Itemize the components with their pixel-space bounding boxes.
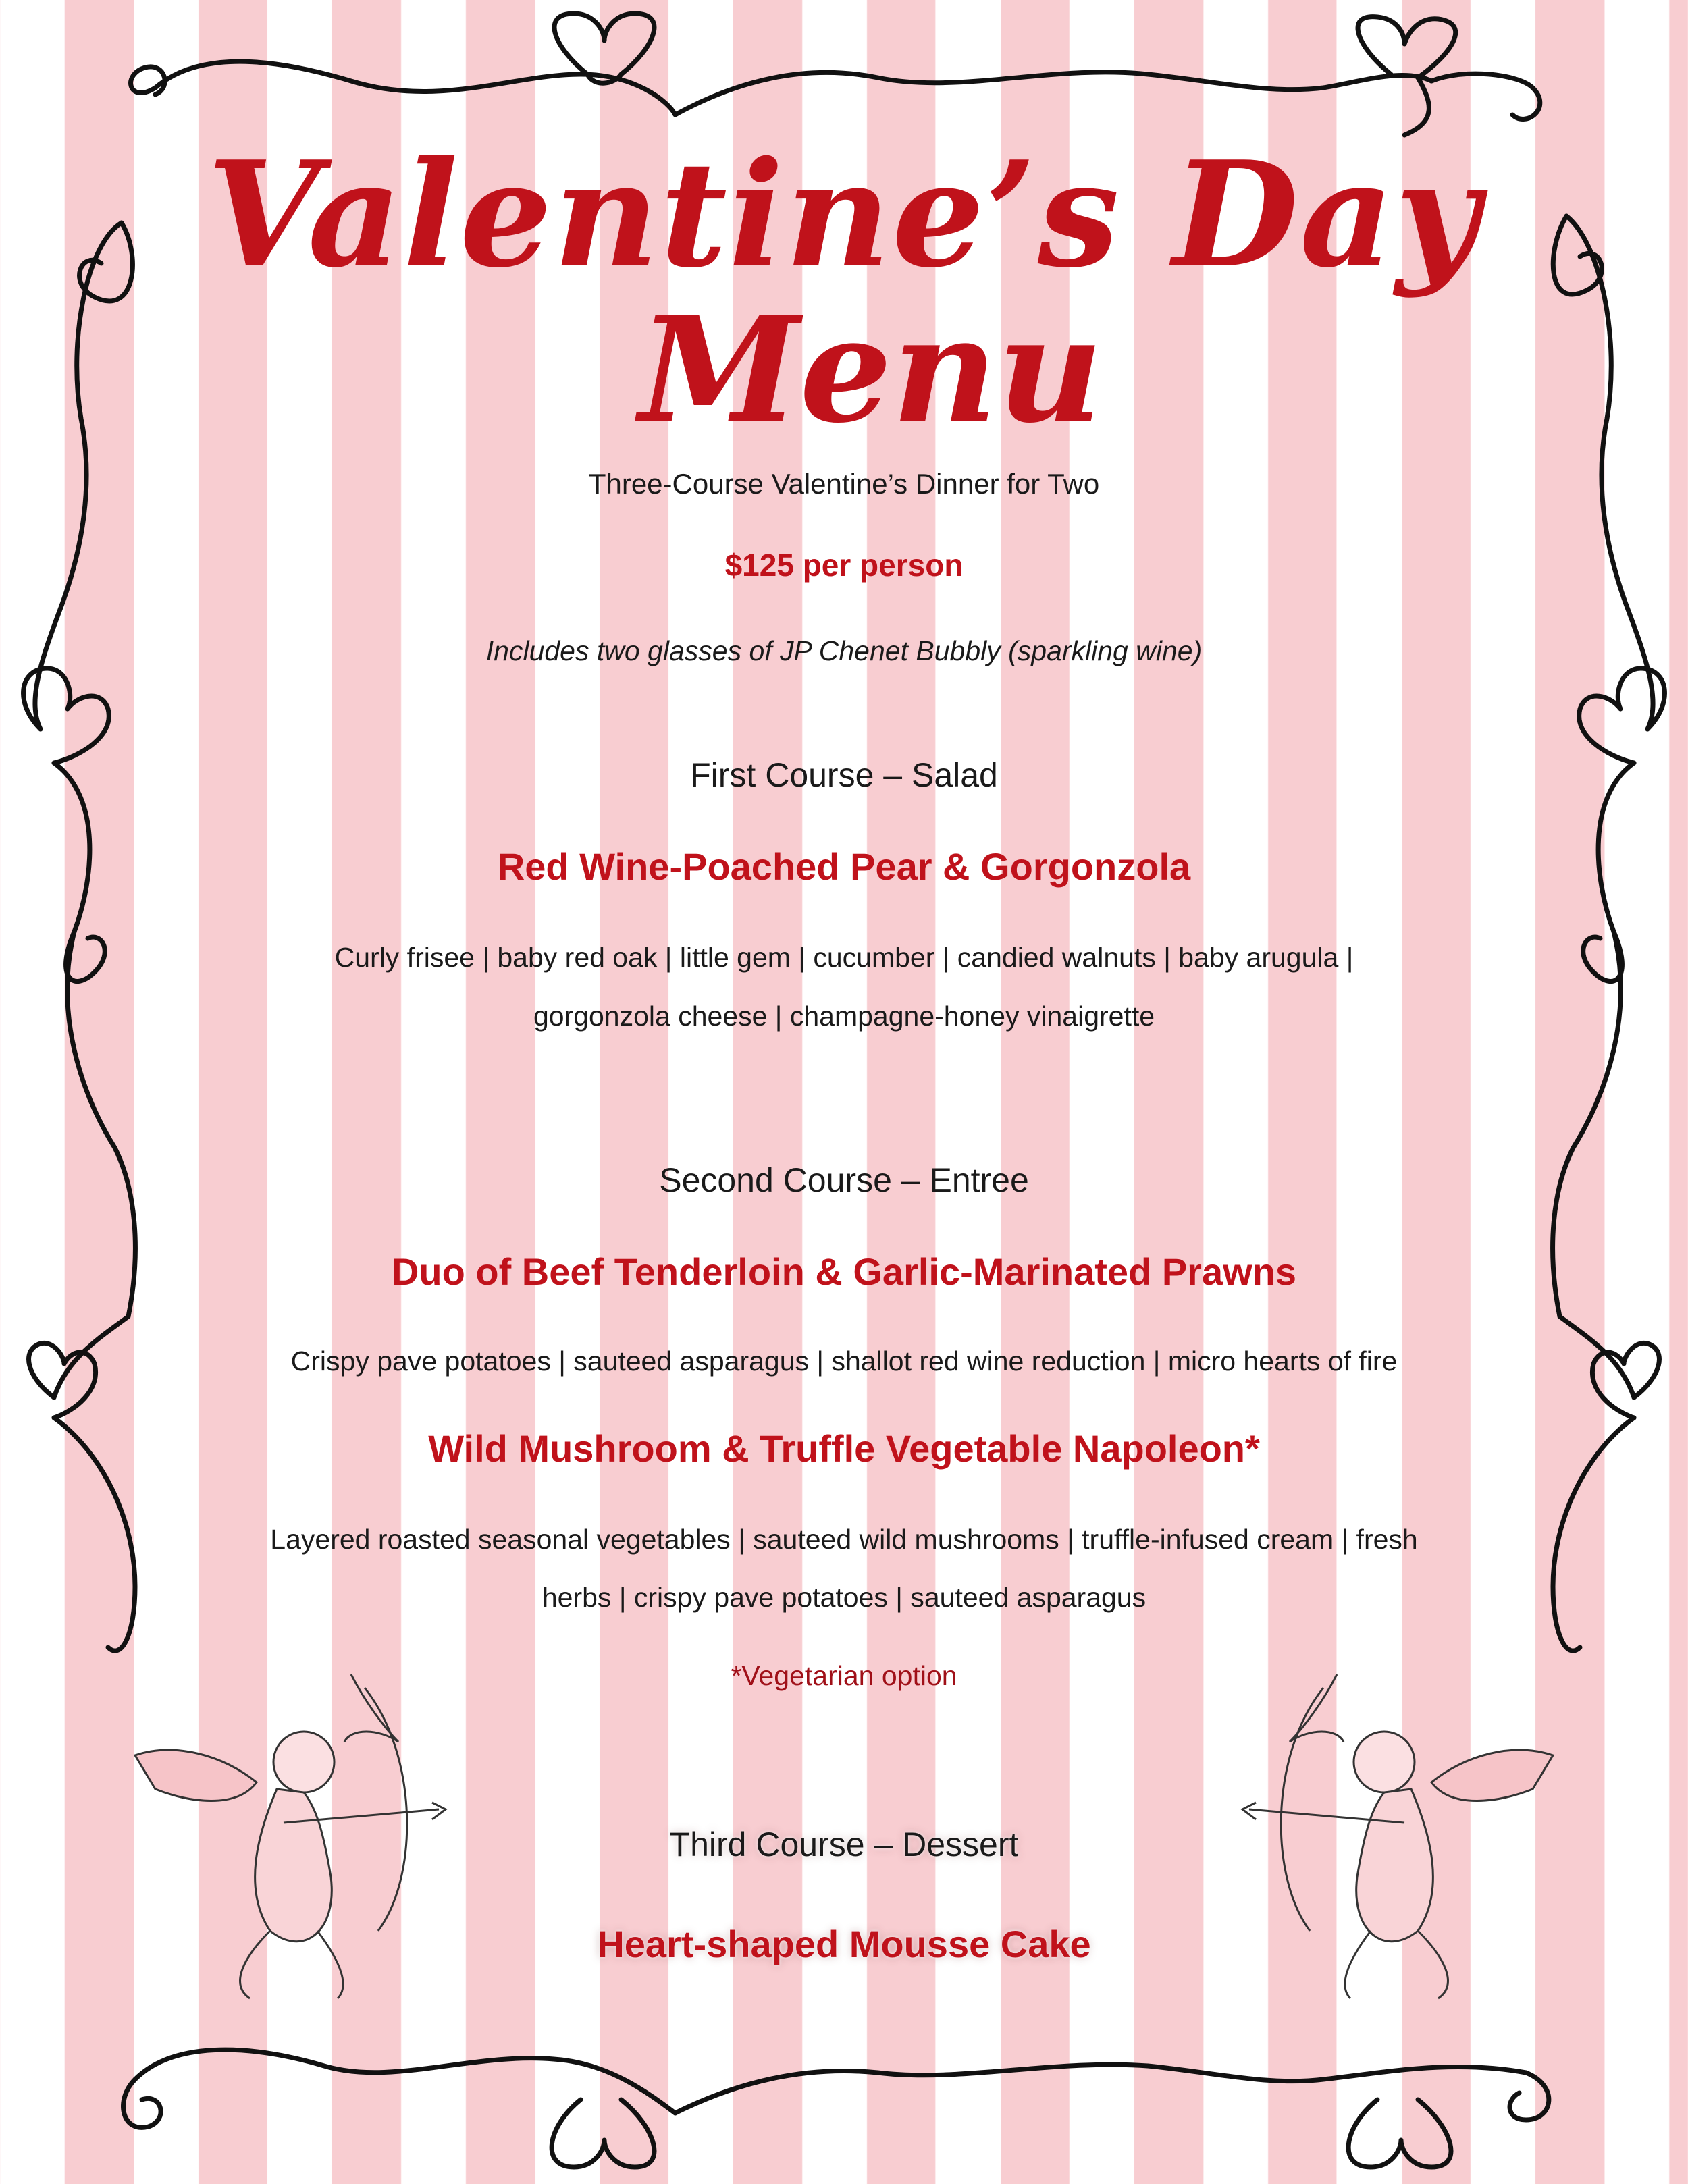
second-course-dish-2-desc-line-1: Layered roasted seasonal vegetables | sauteed wild mushrooms | truffle-infused cream | fresh (270, 1524, 1418, 1555)
second-course-dish-2: Wild Mushroom & Truffle Vegetable Napoleon* (428, 1427, 1260, 1470)
second-course-heading: Second Course – Entree (659, 1161, 1029, 1199)
menu-title-line-2: Menu (639, 284, 1103, 455)
first-course-desc-line-2: gorgonzola cheese | champagne-honey vinaigrette (533, 1001, 1155, 1032)
first-course-desc-line-1: Curly frisee | baby red oak | little gem | cucumber | candied walnuts | baby arugula | (334, 942, 1354, 973)
third-course-dish: Heart-shaped Mousse Cake (597, 1923, 1091, 1965)
third-course-heading: Third Course – Dessert (669, 1826, 1019, 1863)
second-course-dish-1: Duo of Beef Tenderloin & Garlic-Marinated Prawns (391, 1250, 1297, 1293)
includes-note: Includes two glasses of JP Chenet Bubbly (sparkling wine) (485, 635, 1203, 666)
menu-subtitle: Three-Course Valentine’s Dinner for Two (588, 468, 1100, 500)
menu-title-line-1: Valentine’s Day (207, 129, 1481, 300)
second-course-dish-1-desc: Crispy pave potatoes | sauteed asparagus | shallot red wine reduction | micro hearts of fire (290, 1346, 1398, 1377)
first-course-dish: Red Wine-Poached Pear & Gorgonzola (497, 845, 1191, 888)
price: $125 per person (724, 548, 964, 583)
vegetarian-footnote: *Vegetarian option (731, 1660, 957, 1691)
second-course-dish-2-desc-line-2: herbs | crispy pave potatoes | sauteed asparagus (542, 1582, 1146, 1613)
first-course-heading: First Course – Salad (690, 756, 998, 794)
